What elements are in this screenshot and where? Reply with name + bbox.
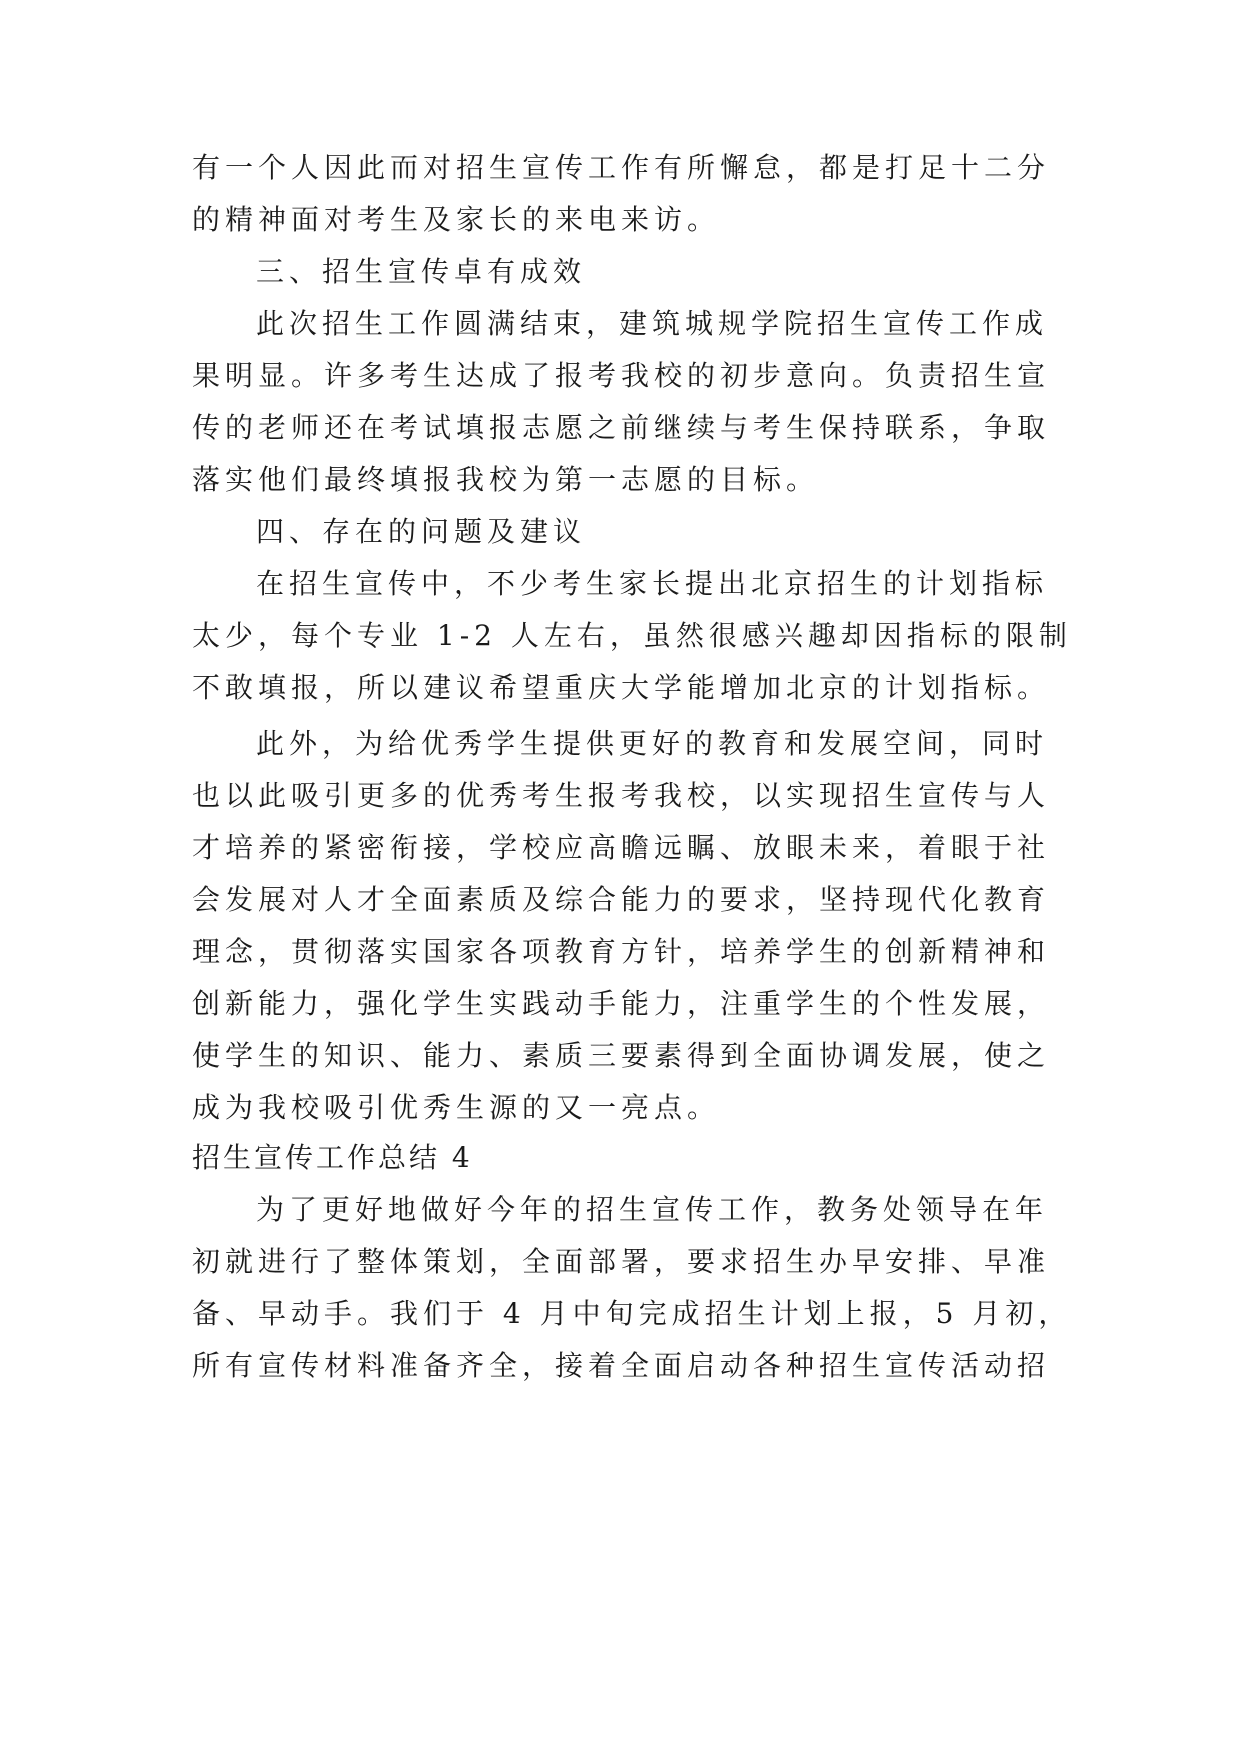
paragraph-line: 所有宣传材料准备齐全，接着全面启动各种招生宣传活动招 xyxy=(192,1349,1051,1382)
section-heading: 四、存在的问题及建议 xyxy=(256,515,587,548)
paragraph-line: 备、早动手。我们于 4 月中旬完成招生计划上报，5 月初， xyxy=(192,1297,1072,1330)
paragraph-line: 此外，为给优秀学生提供更好的教育和发展空间，同时 xyxy=(256,727,1049,760)
document-title: 招生宣传工作总结 4 xyxy=(192,1141,473,1174)
paragraph-line: 使学生的知识、能力、素质三要素得到全面协调发展，使之 xyxy=(192,1039,1051,1072)
paragraph-line: 为了更好地做好今年的招生宣传工作，教务处领导在年 xyxy=(256,1193,1049,1226)
paragraph-line: 在招生宣传中，不少考生家长提出北京招生的计划指标 xyxy=(256,567,1049,600)
paragraph-line: 会发展对人才全面素质及综合能力的要求，坚持现代化教育 xyxy=(192,883,1051,916)
paragraph-line: 成为我校吸引优秀生源的又一亮点。 xyxy=(192,1091,721,1124)
paragraph-line: 有一个人因此而对招生宣传工作有所懈怠，都是打足十二分 xyxy=(192,151,1051,184)
paragraph-line: 也以此吸引更多的优秀考生报考我校，以实现招生宣传与人 xyxy=(192,779,1051,812)
paragraph-line: 理念，贯彻落实国家各项教育方针，培养学生的创新精神和 xyxy=(192,935,1051,968)
paragraph-line: 此次招生工作圆满结束，建筑城规学院招生宣传工作成 xyxy=(256,307,1049,340)
paragraph-line: 传的老师还在考试填报志愿之前继续与考生保持联系，争取 xyxy=(192,411,1051,444)
paragraph-line: 太少，每个专业 1-2 人左右，虽然很感兴趣却因指标的限制 xyxy=(192,619,1072,652)
paragraph-line: 才培养的紧密衔接，学校应高瞻远瞩、放眼未来，着眼于社 xyxy=(192,831,1051,864)
paragraph-line: 的精神面对考生及家长的来电来访。 xyxy=(192,203,721,236)
paragraph-line: 初就进行了整体策划，全面部署，要求招生办早安排、早准 xyxy=(192,1245,1051,1278)
paragraph-line: 果明显。许多考生达成了报考我校的初步意向。负责招生宣 xyxy=(192,359,1051,392)
section-heading: 三、招生宣传卓有成效 xyxy=(256,255,587,288)
paragraph-line: 落实他们最终填报我校为第一志愿的目标。 xyxy=(192,463,820,496)
paragraph-line: 不敢填报，所以建议希望重庆大学能增加北京的计划指标。 xyxy=(192,671,1051,704)
paragraph-line: 创新能力，强化学生实践动手能力，注重学生的个性发展， xyxy=(192,987,1051,1020)
